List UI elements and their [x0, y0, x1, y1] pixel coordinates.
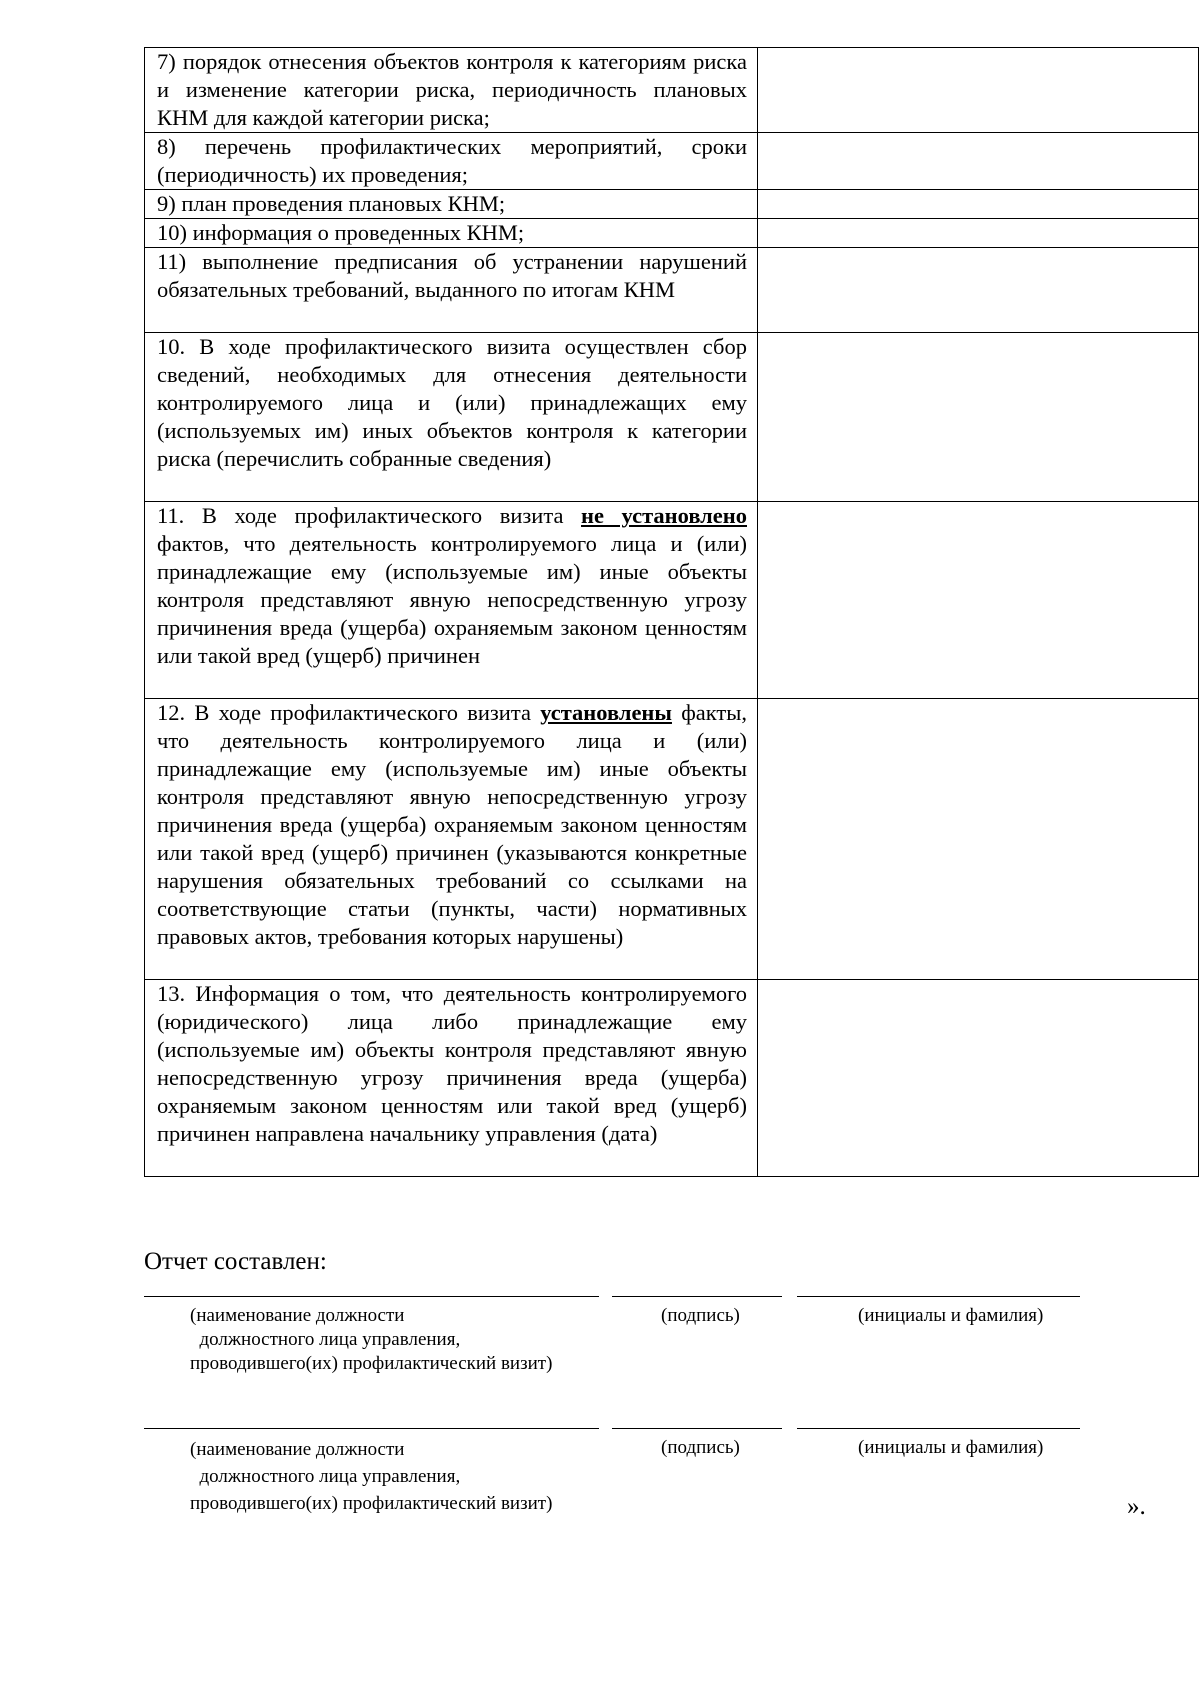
table-row	[145, 190, 1199, 219]
table-row	[145, 333, 1199, 502]
row-value-cell	[758, 333, 1199, 502]
signature-line	[612, 1296, 782, 1297]
table-row	[145, 248, 1199, 333]
position-line	[144, 1296, 599, 1297]
table-row	[145, 980, 1199, 1177]
row-value-cell	[758, 133, 1199, 190]
row-value-cell	[758, 502, 1199, 699]
row-value-cell	[758, 248, 1199, 333]
row-text-prefix: 11. В ходе профилактического визита	[157, 503, 582, 528]
name-line	[797, 1296, 1080, 1297]
position-caption: (наименование должности должностного лица управления, проводившего(их) профилактический визит)	[190, 1439, 553, 1514]
table-row	[145, 48, 1199, 133]
name-line	[797, 1428, 1080, 1429]
row-text: 10. В ходе профилактического визита осуществлен сбор сведений, необходимых для отнесения деятельности контролируемого лица и (или) принадлежащих ему (используемых им) иных объектов контроля к категории риска (перечислить собранные сведения)	[145, 333, 758, 502]
row-text: 11) выполнение предписания об устранении нарушений обязательных требований, выданного по итогам КНМ	[145, 248, 758, 333]
position-caption: (наименование должности должностного лица управления, проводившего(их) профилактический визит)	[190, 1305, 553, 1374]
emphasis-established: установлены	[540, 700, 672, 725]
row-text: 9) план проведения плановых КНМ;	[145, 190, 758, 219]
row-text: 10) информация о проведенных КНМ;	[145, 219, 758, 248]
signature-caption: (подпись)	[661, 1305, 740, 1326]
report-table	[144, 47, 1199, 1177]
table-row	[145, 133, 1199, 190]
row-value-cell	[758, 699, 1199, 980]
row-value-cell	[758, 190, 1199, 219]
table-row	[145, 502, 1199, 699]
row-value-cell	[758, 48, 1199, 133]
position-line	[144, 1428, 599, 1429]
table-row	[145, 219, 1199, 248]
signature-line	[612, 1428, 782, 1429]
report-author-heading: Отчет составлен:	[144, 1248, 327, 1275]
row-text: 13. Информация о том, что деятельность контролируемого (юридического) лица либо принадлежащие ему (используемые им) объекты контроля представляют явную непосредственную угрозу причинения вреда (ущерба) охраняемым законом ценностям или такой вред (ущерб) причинен направлена начальнику управления (дата)	[145, 980, 758, 1177]
row-value-cell	[758, 219, 1199, 248]
name-caption: (инициалы и фамилия)	[858, 1437, 1044, 1458]
row-text-suffix: факты, что деятельность контролируемого лица и (или) принадлежащие ему (используемые им) иные объекты контроля представляют явную непосредственную угрозу причинения вреда (ущерба) охраняемым законом ценностям или такой вред (ущерб) причинен (указываются конкретные нарушения обязательных требований со ссылками на соответствующие статьи (пункты, части) нормативных правовых актов, требования которых нарушены)	[157, 700, 747, 949]
row-text: 7) порядок отнесения объектов контроля к категориям риска и изменение категории риска, периодичность плановых КНМ для каждой категории риска;	[145, 48, 758, 133]
signature-caption: (подпись)	[661, 1437, 740, 1458]
row-text-suffix: фактов, что деятельность контролируемого лица и (или) принадлежащие ему (используемые им) иные объекты контроля представляют явную непосредственную угрозу причинения вреда (ущерба) охраняемым законом ценностям или такой вред (ущерб) причинен	[157, 531, 747, 668]
row-text-cell	[145, 699, 758, 980]
name-caption: (инициалы и фамилия)	[858, 1305, 1044, 1326]
table-row	[145, 699, 1199, 980]
row-text-prefix: 12. В ходе профилактического визита	[157, 700, 541, 725]
row-text-cell	[145, 502, 758, 699]
row-value-cell	[758, 980, 1199, 1177]
closing-quote-mark: ».	[1127, 1493, 1146, 1520]
row-text: 8) перечень профилактических мероприятий, сроки (периодичность) их проведения;	[145, 133, 758, 190]
emphasis-not-established: не установлено	[581, 503, 747, 528]
